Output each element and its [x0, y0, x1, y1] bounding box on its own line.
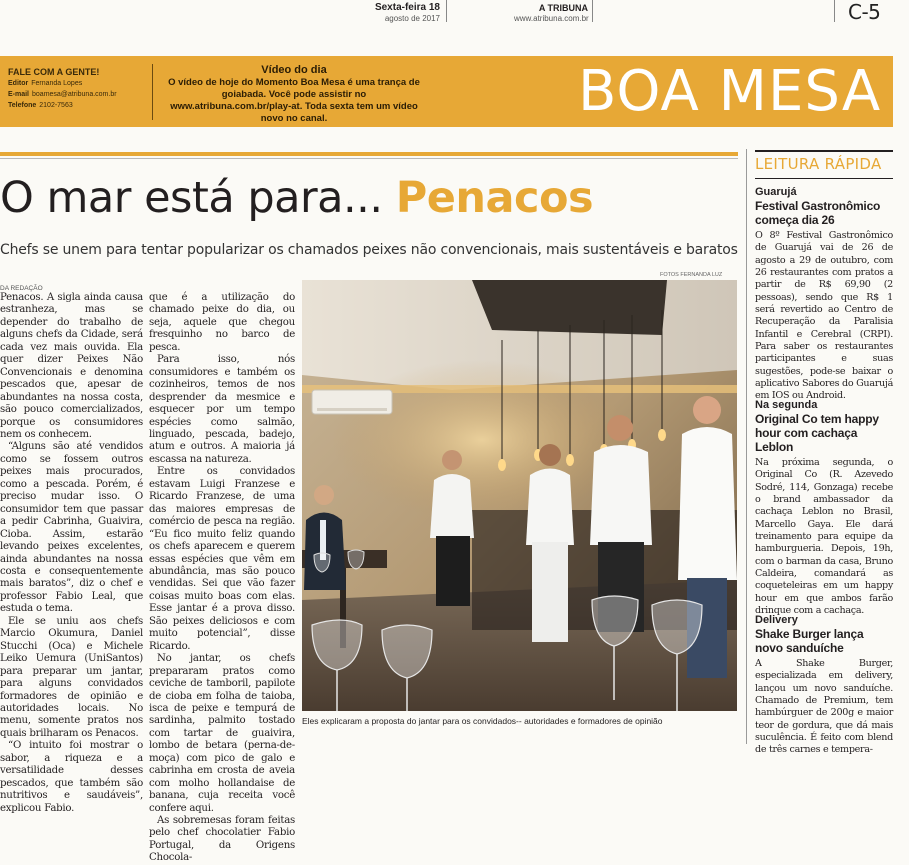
sidebar-title: LEITURA RÁPIDA — [755, 155, 882, 173]
sidebar-title-bar — [755, 150, 893, 152]
headline-strong: Penacos — [395, 173, 594, 223]
sidebar-item-body: Na próxima segunda, o Original Co (R. Azevedo Sodré, 114, Gonzaga) recebe o brand ambassador da cachaça Leblon no Brasil, Marcello Gaya. Ele dará treinamento para equipe da hamburgueria. Depois, 19h, com o barman da casa, Bruno Caldeira, comandará as coqueteleiras em um happy hour em que ambos farão drinque com a cachaça. — [755, 457, 893, 617]
chefs-dinner-photo — [302, 280, 737, 711]
sidebar-item-guaruja — [755, 185, 893, 403]
sidebar-item-body: O 8º Festival Gastronômico de Guarujá vai de 26 de agosto a 29 de outubro, com 26 restaurantes com pratos a partir de R$ 69,90 (2 pessoas), sendo que R$ 1 será revertido ao Centro de Recuperação da Paralisia Infantil e Cerebral (CRPI). Para saber os restaurantes participantes e suas sugestões, pode-se baixar o aplicativo Sabores do Guarujá em IOS ou Android. — [755, 230, 893, 402]
sidebar-item-location: Guarujá — [755, 186, 797, 198]
photo-caption: Eles explicaram a proposta do jantar para os convidados-- autoridades e formadores de opinião — [302, 716, 663, 726]
sidebar-item-title: Shake Burger lança novo sanduíche — [755, 627, 864, 655]
phone-label: Telefone — [8, 102, 37, 109]
page-number: C-5 — [848, 0, 881, 24]
sidebar-item-na-segunda — [755, 398, 893, 617]
headline — [0, 170, 593, 226]
sidebar-item-location: Delivery — [755, 614, 798, 626]
editor-value: Fernanda Lopes — [31, 80, 83, 87]
publication-website[interactable]: www.atribuna.com.br — [514, 14, 589, 23]
paragraph: Ele se uniu aos chefs Marcio Okumura, Daniel Stucchi (Oca) e Michele Leiko Uemura (UniSantos) para preparar um jantar, para alguns convidados formadores de opinião e autoridades locais. No menu, somente pratos nos quais brilharam os Penacos. — [0, 615, 143, 739]
email-value[interactable]: boamesa@atribuna.com.br — [32, 91, 117, 98]
article-top-rule-thin — [0, 158, 738, 159]
article-photo — [302, 280, 737, 711]
editor-label: Editor — [8, 80, 29, 87]
paragraph: No jantar, os chefs prepararam pratos como ceviche de tamboril, papilote de cioba em folha de taioba, isca de peixe e tempurá de sardinha, palmito tostado com tartar de guaivira, lombo de betara (perna-de-moça) com pico de galo e cabrinha em crosta de aveia com molho hollandaise de banana, cuja receita você confere aqui. — [149, 653, 295, 814]
video-title: Vídeo do dia — [261, 64, 327, 76]
paragraph: “O intuito foi mostrar o sabor, a riqueza e a versatilidade desses pescados, que também são nutritivos e saudáveis”, explicou Fabio. — [0, 740, 143, 814]
section-banner — [0, 56, 893, 127]
header-divider — [446, 0, 447, 22]
contact-title: FALE COM A GENTE! — [8, 67, 100, 77]
contact-box — [8, 66, 146, 111]
paragraph: Penacos. A sigla ainda causa estranheza, mas se depender do trabalho de alguns chefs da Cidade, será cada vez mais ouvida. Ela quer dizer Peixes Não Convencionais e denomina pescados que, apesar de abundantes na nossa costa, são pouco comercializados, porque os consumidores nem os conhecem. — [0, 292, 143, 440]
banner-divider — [152, 64, 153, 120]
email-label: E-mail — [8, 91, 30, 98]
article-top-rule — [0, 152, 738, 156]
sidebar-item-delivery — [755, 613, 893, 756]
publication-info — [514, 2, 588, 24]
byline: DA REDAÇÃO — [0, 285, 43, 292]
phone-value: 2102-7563 — [39, 102, 73, 109]
phone-line — [8, 100, 146, 111]
photo-credit: FOTOS FERNANDA LUZ — [660, 272, 723, 278]
publication-name: A TRIBUNA — [538, 3, 588, 13]
editor-line — [8, 78, 146, 89]
header-divider — [834, 0, 835, 22]
sidebar-item-location: Na segunda — [755, 399, 818, 411]
issue-date — [372, 2, 440, 24]
paragraph: “Alguns são até vendidos como se fossem outros peixes mais procurados, como a pescada. Porém, é preciso mudar isso. O consumidor tem que passar a pedir Cabrinha, Guaivira, Cioba. Assim, estarão levando peixes excelentes, ainda abundantes na nossa costa e consequentemente mais baratos”, diz o chef e professor Fabio Leal, que estuda o tema. — [0, 441, 143, 615]
section-name: BOA MESA — [578, 59, 882, 124]
issue-month-year: agosto de 2017 — [384, 14, 440, 23]
issue-day: Sexta-feira 18 — [374, 2, 440, 13]
paragraph: As sobremesas foram feitas pelo chef chocolatier Fabio Portugal, da Origens Chocola- — [149, 815, 295, 864]
video-text: O vídeo de hoje do Momento Boa Mesa é uma trança de goiabada. Você pode assistir no www.atribuna.com.br/play-at. Toda sexta tem um vídeo novo no canal. — [168, 77, 420, 124]
sidebar-item-title: Festival Gastronômico começa dia 26 — [755, 199, 881, 227]
sidebar-item-title: Original Co tem happy hour com cachaça Leblon — [755, 412, 879, 454]
paragraph: Para isso, nós consumidores e também os cozinheiros, temos de nos desprender da mesmice e esquecer por um tempo espécies como salmão, linguado, pescada, badejo, atum e outros. A maioria já escassa na natureza. — [149, 354, 295, 465]
email-line — [8, 89, 146, 100]
paragraph: Entre os convidados estavam Luigi Franzese e Ricardo Franzese, de uma das maiores empresas de comércio de pesca na região. “Eu fico muito feliz quando os chefs aparecem e querem essas espécies que vêm em abundância, mas são pouco vendidas. Sei que vão fazer coisas muito boas com elas. Esse jantar é a prova disso. São peixes deliciosos e com muito potencial”, disse Ricardo. — [149, 466, 295, 652]
sidebar-item-body: A Shake Burger, especializada em delivery, lançou um novo sanduíche. Chamado de Premium, tem hambúrguer de 200g e maior teor de gordura, que dá mais suculência. É feito com blend de três carnes e tempera- — [755, 658, 893, 756]
sidebar-title-rule — [755, 178, 893, 179]
article-column-2 — [149, 292, 295, 864]
header-divider — [592, 0, 593, 22]
subheadline: Chefs se unem para tentar popularizar os chamados peixes não convencionais, mais sustentáveis e baratos — [0, 242, 738, 258]
article-column-1 — [0, 292, 143, 814]
video-box — [160, 64, 428, 125]
headline-light: O mar está para... — [0, 173, 383, 223]
sidebar-divider — [746, 149, 747, 744]
paragraph: que é a utilização do chamado peixe do dia, ou seja, aquele que chegou fresquinho no barco de pesca. — [149, 292, 295, 353]
